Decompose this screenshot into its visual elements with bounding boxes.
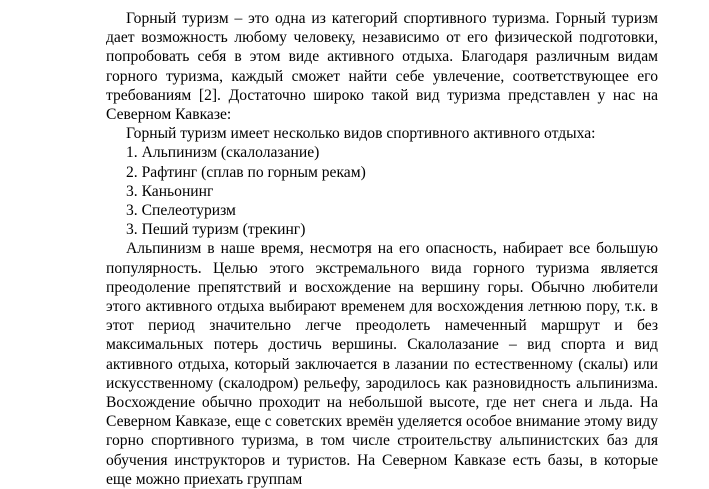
list-item: 3. Спелеотуризм	[126, 202, 236, 220]
paragraph-types-lead: Горный туризм имеет несколько видов спортивного активного отдыха:	[126, 125, 596, 143]
list-item: 3. Пеший туризм (трекинг)	[126, 221, 306, 239]
document-page	[106, 9, 658, 489]
paragraph-intro: Горный туризм – это одна из категорий спортивного туризма. Горный туризм дает возможность любому человеку, независимо от его физической подготовки, попробовать себя в этом виде активного отдыха. Благодаря различным видам горного туризма, каждый сможет найти себе увлечение, соответствующее его требованиям [2]. Достаточно широко такой вид туризма представлен у нас на Северном Кавказе:	[106, 10, 658, 124]
types-list	[106, 143, 658, 239]
list-item: 1. Альпинизм (скалолазание)	[126, 144, 320, 162]
paragraph-alpinism: Альпинизм в наше время, несмотря на его опасность, набирает все большую популярность. Целью этого экстремального вида горного туризма является преодоление препятствий и восхождение на вершину горы. Обычно любители этого активного отдыха выбирают временем для восхождения летнюю пору, т.к. в этот период значительно легче преодолеть намеченный маршрут и без максимальных потерь достичь вершины. Скалолазание – вид спорта и вид активного отдыха, который заключается в лазании по естественному (скалы) или искусственному (скалодром) рельефу, зародилось как разновидность альпинизма. Восхождение обычно проходит на небольшой высоте, где нет снега и льда. На Северном Кавказе, еще с советских времён уделяется особое внимание этому виду горно спортивного туризма, в том числе строительству альпинистских баз для обучения инструкторов и туристов. На Северном Кавказе есть базы, в которые еще можно приехать группам	[106, 240, 658, 488]
list-item: 3. Каньонинг	[126, 182, 214, 200]
list-item: 2. Рафтинг (сплав по горным рекам)	[126, 163, 366, 181]
